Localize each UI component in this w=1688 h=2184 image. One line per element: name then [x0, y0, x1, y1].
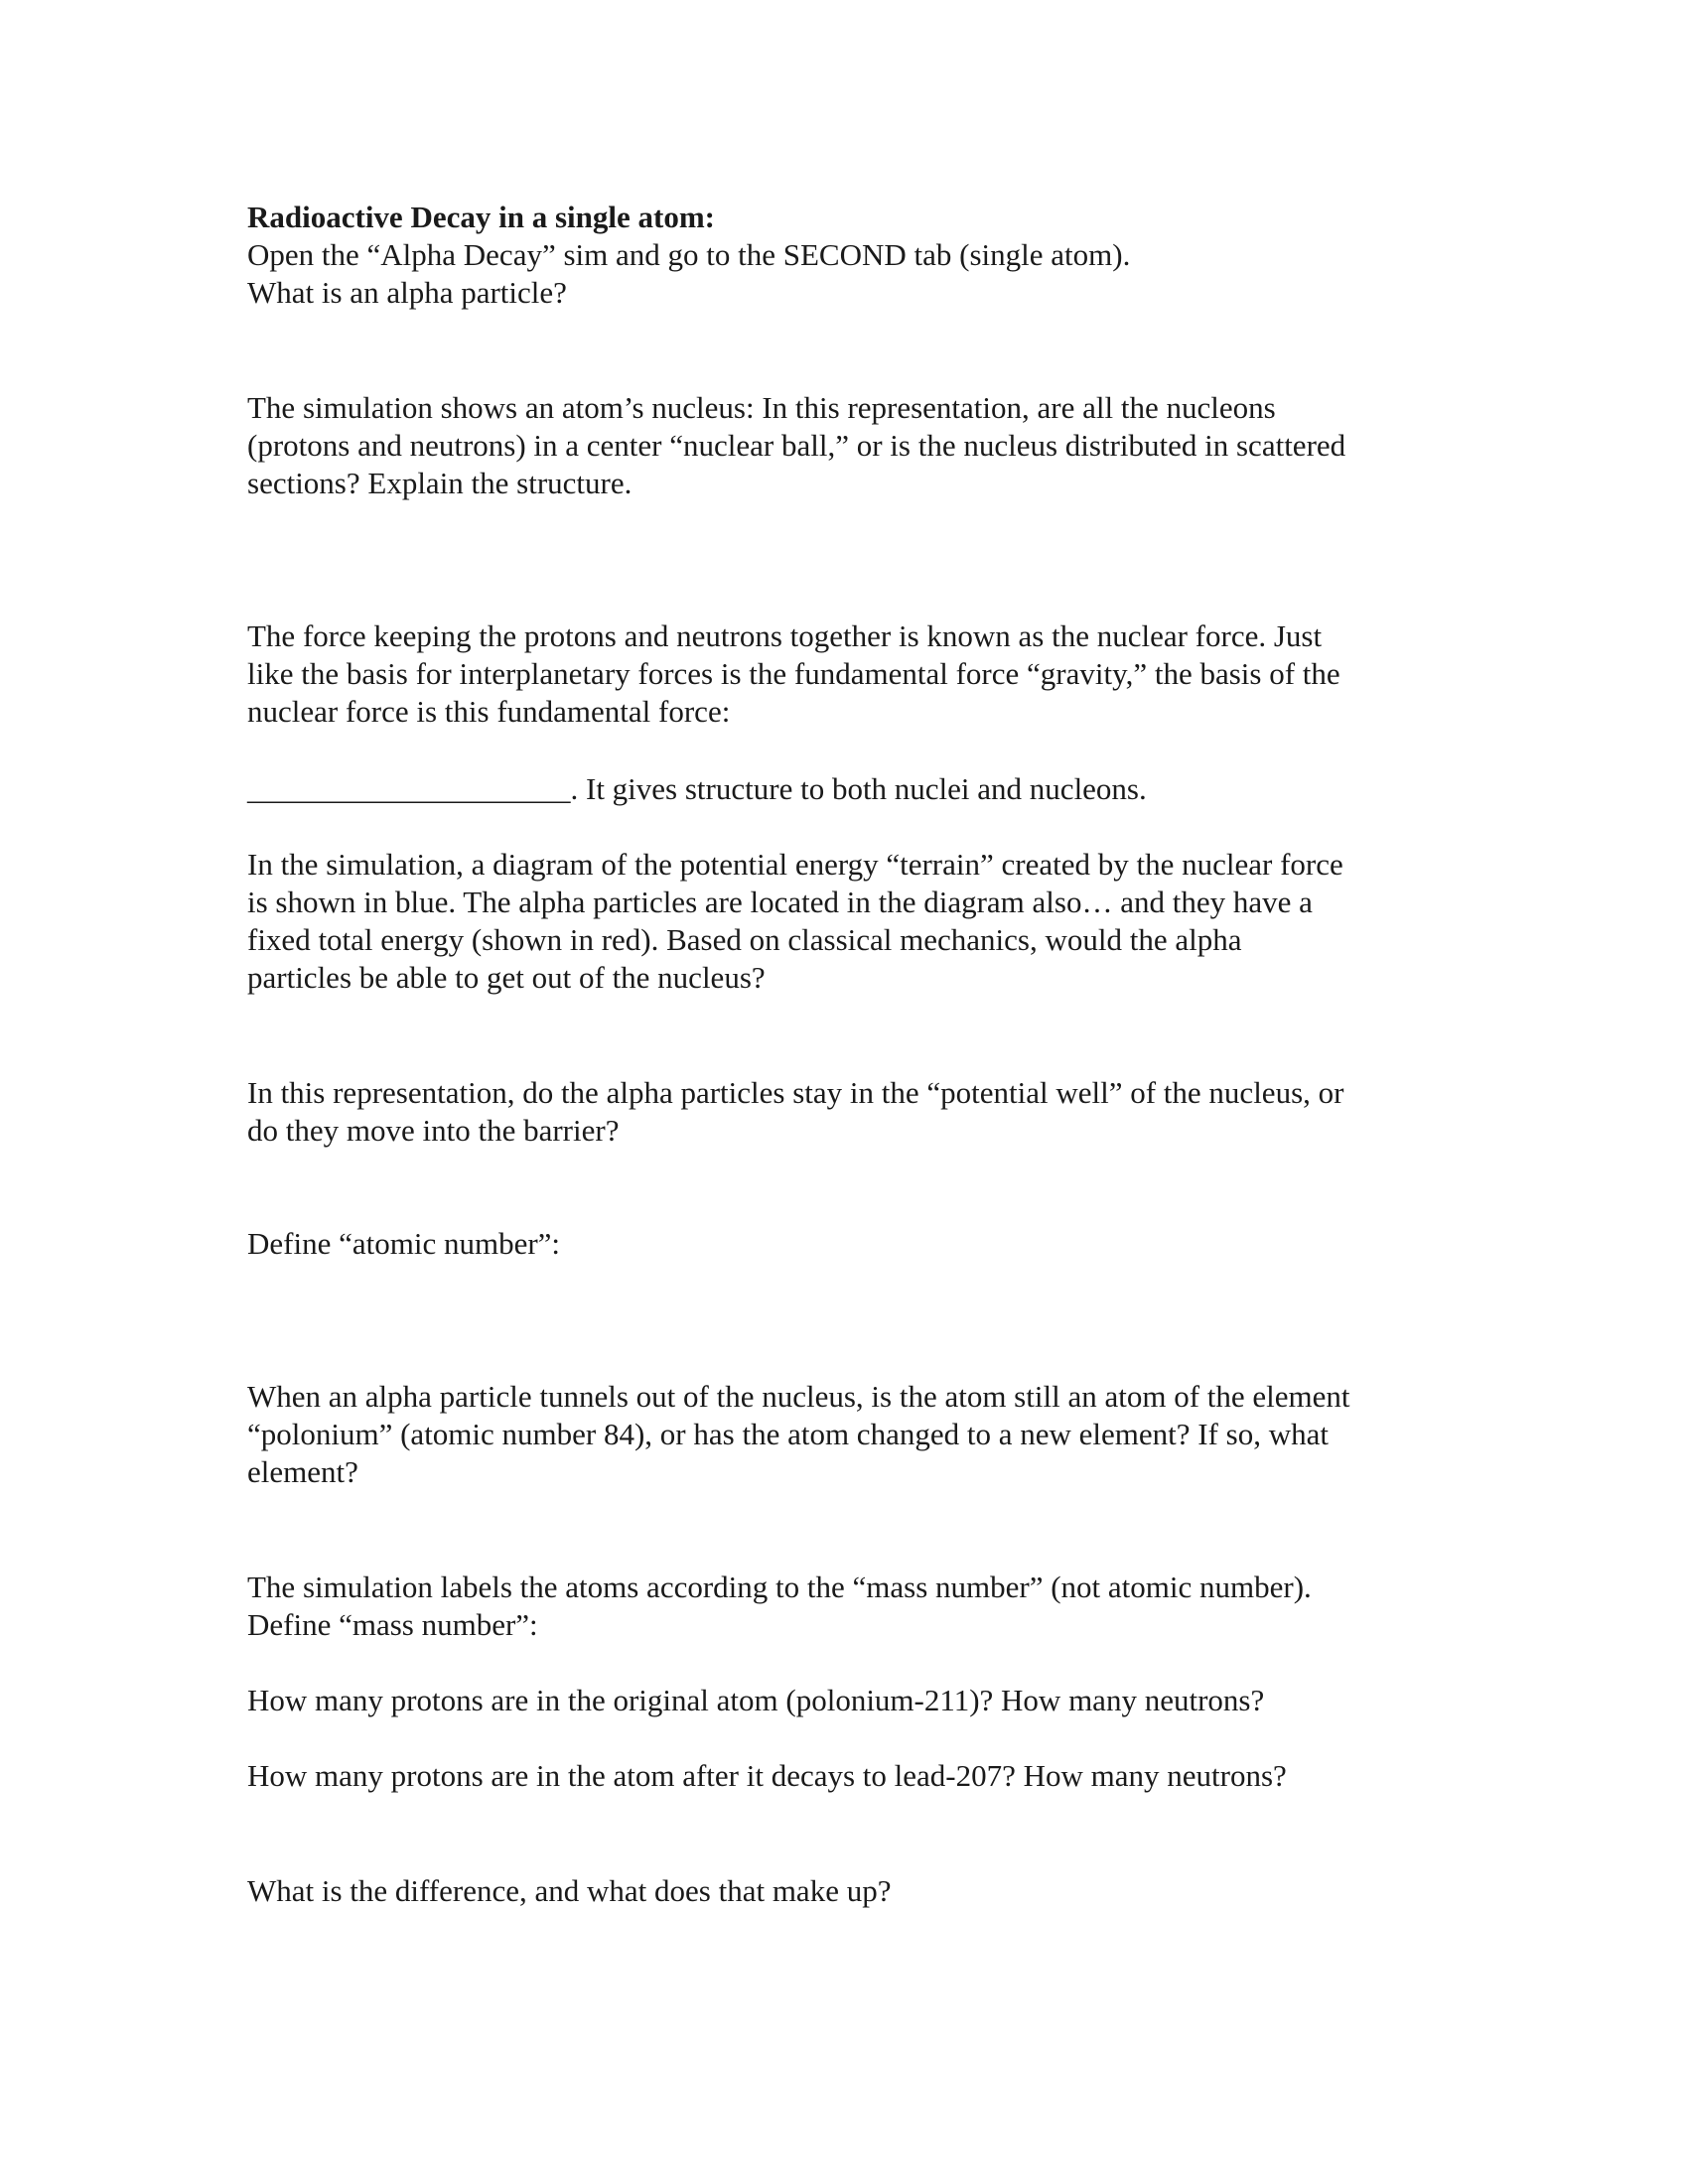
question-well-line-1: In this representation, do the alpha particles stay in the “potential well” of the nucleus, or	[247, 1075, 1344, 1110]
question-force	[247, 617, 1459, 731]
question-polonium-line: How many protons are in the original atom (polonium-211)? How many neutrons?	[247, 1683, 1265, 1717]
section-heading: Radioactive Decay in a single atom:	[247, 200, 715, 234]
question-difference-line: What is the difference, and what does that make up?	[247, 1873, 892, 1908]
fill-in-blank-line: _____________________. It gives structure to both nuclei and nucleons.	[247, 771, 1147, 806]
question-terrain	[247, 846, 1459, 997]
question-mass-number-line-1: The simulation labels the atoms according to the “mass number” (not atomic number).	[247, 1570, 1312, 1604]
question-structure-line-1: The simulation shows an atom’s nucleus: In this representation, are all the nucleons	[247, 390, 1276, 425]
question-force-blank	[247, 770, 1459, 808]
question-tunnel-line-1: When an alpha particle tunnels out of the nucleus, is the atom still an atom of the element	[247, 1379, 1350, 1414]
question-mass-number	[247, 1569, 1459, 1644]
question-well	[247, 1074, 1459, 1150]
question-force-line-2: like the basis for interplanetary forces is the fundamental force “gravity,” the basis of the	[247, 656, 1340, 691]
intro-line-1: Open the “Alpha Decay” sim and go to the SECOND tab (single atom).	[247, 237, 1131, 272]
question-mass-number-line-2: Define “mass number”:	[247, 1607, 538, 1642]
question-structure-line-3: sections? Explain the structure.	[247, 466, 633, 500]
question-force-line-3: nuclear force is this fundamental force:	[247, 694, 731, 729]
intro-line-2: What is an alpha particle?	[247, 275, 567, 310]
question-tunnel-line-3: element?	[247, 1454, 358, 1489]
question-well-line-2: do they move into the barrier?	[247, 1113, 620, 1148]
question-tunnel	[247, 1378, 1459, 1491]
question-atomic-number	[247, 1225, 1459, 1263]
question-tunnel-line-2: “polonium” (atomic number 84), or has the atom changed to a new element? If so, what	[247, 1417, 1329, 1451]
question-terrain-line-3: fixed total energy (shown in red). Based on classical mechanics, would the alpha	[247, 922, 1242, 957]
question-lead	[247, 1757, 1459, 1795]
question-force-line-1: The force keeping the protons and neutrons together is known as the nuclear force. Just	[247, 618, 1323, 653]
question-difference	[247, 1872, 1459, 1910]
question-lead-line: How many protons are in the atom after it decays to lead-207? How many neutrons?	[247, 1758, 1287, 1793]
question-polonium	[247, 1682, 1459, 1719]
question-terrain-line-1: In the simulation, a diagram of the potential energy “terrain” created by the nuclear force	[247, 847, 1343, 882]
question-atomic-number-line: Define “atomic number”:	[247, 1226, 561, 1261]
intro-section	[247, 199, 1459, 312]
question-terrain-line-2: is shown in blue. The alpha particles are located in the diagram also… and they have a	[247, 885, 1313, 919]
question-terrain-line-4: particles be able to get out of the nucleus?	[247, 960, 766, 995]
question-structure-line-2: (protons and neutrons) in a center “nuclear ball,” or is the nucleus distributed in scattered	[247, 428, 1346, 463]
question-structure	[247, 389, 1459, 502]
